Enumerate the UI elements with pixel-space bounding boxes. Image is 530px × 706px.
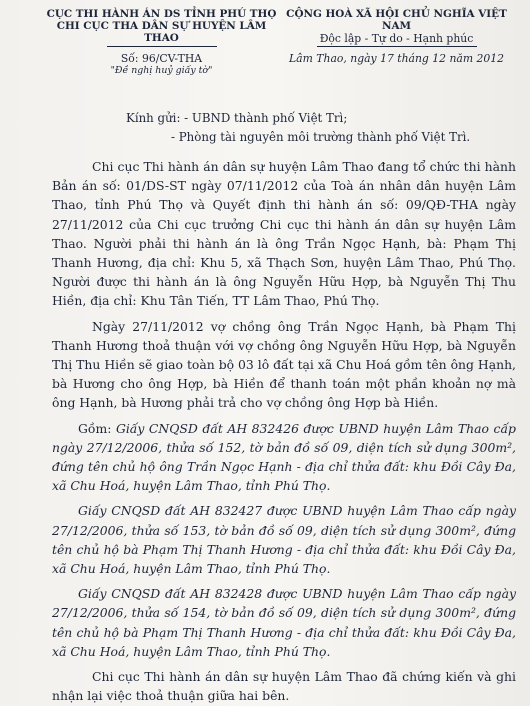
- national-motto: Độc lập - Tự do - Hạnh phúc: [319, 32, 474, 45]
- certificate-1: Giấy CNQSD đất AH 832426 được UBND huyện Lâm Thao cấp ngày 27/12/2006, thửa số 152, tờ bản đồ số 09, diện tích sử dụng 300m², đứng tên chủ hộ ông Trần Ngọc Hạnh - địa chỉ thửa đất: khu Đồi Cây Đa, xã Chu Hoá, huyện Lâm Thao, tỉnh Phú Thọ.: [52, 420, 516, 494]
- list-item-2: [52, 501, 516, 578]
- document-body: [52, 157, 516, 413]
- document-number: Số: 96/CV-THA: [120, 52, 203, 65]
- list-item-1: [52, 419, 516, 496]
- nation-title: CỘNG HOÀ XÃ HỘI CHỦ NGHĨA VIỆT NAM: [286, 8, 507, 32]
- closing-paragraph: Chi cục Thi hành án dân sự huyện Lâm Thao đã chứng kiến và ghi nhận lại việc thoả thuận giữa hai bên.: [52, 669, 516, 704]
- list-item-3: [52, 584, 516, 661]
- parent-agency: CỤC THI HÀNH ÁN DS TỈNH PHÚ THỌ: [46, 8, 277, 20]
- certificate-3: Giấy CNQSD đất AH 832428 được UBND huyện Lâm Thao cấp ngày 27/12/2006, thửa số 154, tờ bản đồ số 09, diện tích sử dụng 300m², đứng tên chủ hộ bà Phạm Thị Thanh Hương - địa chỉ thửa đất: khu Đồi Cây Đa, xã Chu Hoá, huyện Lâm Thao, tỉnh Phú Thọ.: [52, 586, 516, 659]
- recipient-line-2: - Phòng tài nguyên môi trường thành phố Việt Trì.: [171, 130, 471, 144]
- body-paragraph-2: Ngày 27/11/2012 vợ chồng ông Trần Ngọc Hạnh, bà Phạm Thị Thanh Hương thoả thuận với vợ chồng ông Nguyễn Hữu Hợp, bà Nguyễn Thị Thu Hiền sẽ giao toàn bộ 03 lô đất tại xã Chu Hoá gồm tên ông Hạnh, bà Hương cho ông Hợp, bà Hiền để thanh toán một phần khoản nợ mà ông Hạnh, bà Hương phải trả cho vợ chồng ông Hợp bà Hiền.: [52, 318, 516, 411]
- recipients: [126, 109, 516, 147]
- motto-underline: [317, 46, 477, 47]
- document-date: Lâm Thao, ngày 17 tháng 12 năm 2012: [289, 52, 504, 65]
- issuing-agency-block: [46, 8, 277, 77]
- agency-underline: [107, 46, 217, 47]
- recipient-line-1: Kính gửi: - UBND thành phố Việt Trì;: [126, 111, 348, 125]
- certificate-2: Giấy CNQSD đất AH 832427 được UBND huyện Lâm Thao cấp ngày 27/12/2006, thửa số 153, tờ bản đồ số 09, diện tích sử dụng 300m², đứng tên chủ hộ bà Phạm Thị Thanh Hương - địa chỉ thửa đất: khu Đồi Cây Đa, xã Chu Hoá, huyện Lâm Thao, tỉnh Phú Thọ.: [52, 503, 516, 577]
- national-title-block: [277, 8, 516, 77]
- certificate-list: [52, 419, 516, 661]
- list-lead: Gồm:: [78, 420, 112, 436]
- document-subject: "Đề nghị huỷ giấy tờ": [110, 65, 213, 76]
- document-header: [46, 8, 516, 77]
- body-paragraph-1: Chi cục Thi hành án dân sự huyện Lâm Thao đang tổ chức thi hành Bản án số: 01/DS-ST ngày 07/11/2012 của Toà án nhân dân huyện Lâm Thao, tỉnh Phú Thọ và Quyết định thi hành án số: 09/QĐ-THA ngày 27/11/2012 của Chi cục trưởng Chi cục thi hành án dân sự huyện Lâm Thao. Người phải thi hành án là ông Trần Ngọc Hạnh, bà: Phạm Thị Thanh Hương, địa chỉ: Khu 5, xã Thạch Sơn, huyện Lâm Thao, Phú Thọ. Người được thi hành án là ông Nguyễn Hữu Hợp, bà Nguyễn Thị Thu Hiền, địa chỉ: Khu Tân Tiến, TT Lâm Thao, Phú Thọ.: [52, 159, 516, 309]
- issuing-agency: CHI CỤC THA DÂN SỰ HUYỆN LÂM THAO: [56, 20, 267, 44]
